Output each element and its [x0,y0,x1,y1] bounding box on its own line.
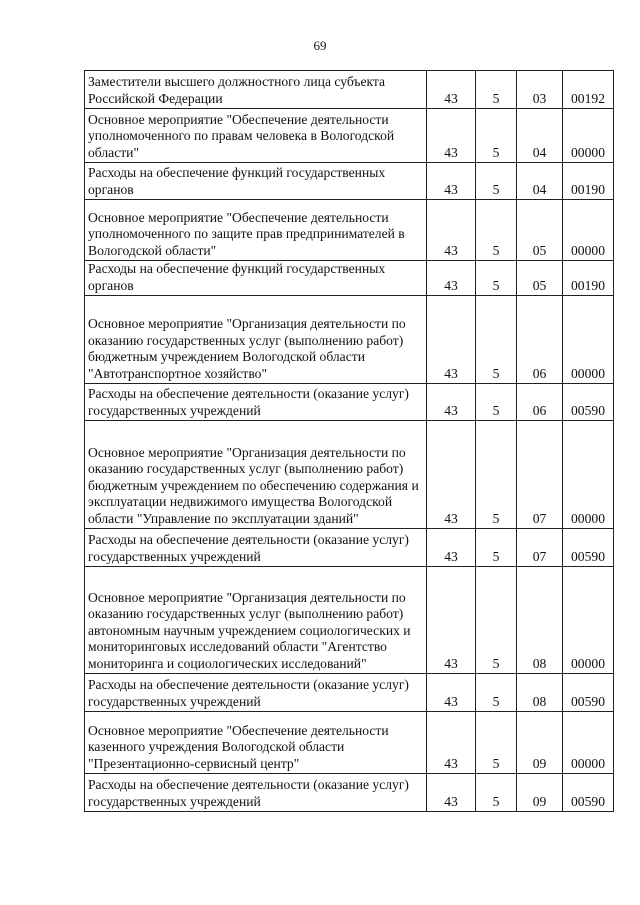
code-c-cell: 05 [517,200,563,261]
table-row [85,296,614,384]
table-row [85,712,614,774]
page-number: 69 [313,38,327,53]
expense-name-cell: Расходы на обеспечение деятельности (оказание услуг) государственных учреждений [85,529,427,567]
table-row [85,529,614,567]
code-d-cell: 00190 [563,163,614,200]
table-row [85,421,614,529]
code-d-cell: 00590 [563,529,614,567]
code-d-cell: 00590 [563,774,614,812]
code-d-cell: 00000 [563,421,614,529]
code-a-cell: 43 [427,712,476,774]
expense-name-cell: Основное мероприятие "Обеспечение деятельности уполномоченного по защите прав предпринимателей в Вологодской области" [85,200,427,261]
code-b-cell: 5 [476,296,517,384]
expense-name-cell: Основное мероприятие "Обеспечение деятельности уполномоченного по правам человека в Вологодской области" [85,109,427,163]
code-d-cell: 00190 [563,261,614,296]
code-d-cell: 00590 [563,384,614,421]
expense-name-cell: Основное мероприятие "Обеспечение деятельности казенного учреждения Вологодской области "Презентационно-сервисный центр" [85,712,427,774]
code-b-cell: 5 [476,109,517,163]
expense-name-cell: Расходы на обеспечение деятельности (оказание услуг) государственных учреждений [85,384,427,421]
code-a-cell: 43 [427,261,476,296]
code-d-cell: 00000 [563,109,614,163]
table-row [85,567,614,674]
code-c-cell: 09 [517,774,563,812]
code-c-cell: 09 [517,712,563,774]
code-b-cell: 5 [476,567,517,674]
code-b-cell: 5 [476,200,517,261]
budget-table [84,70,614,812]
code-c-cell: 07 [517,529,563,567]
code-a-cell: 43 [427,529,476,567]
code-a-cell: 43 [427,109,476,163]
code-b-cell: 5 [476,261,517,296]
code-b-cell: 5 [476,774,517,812]
table-row [85,774,614,812]
code-a-cell: 43 [427,71,476,109]
code-b-cell: 5 [476,163,517,200]
table-row [85,71,614,109]
code-a-cell: 43 [427,163,476,200]
expense-name-cell: Основное мероприятие "Организация деятельности по оказанию государственных услуг (выполнению работ) бюджетным учреждением по обеспечению содержания и эксплуатации недвижимого имущества Вологодской области "Управление по эксплуатации зданий" [85,421,427,529]
expense-name-cell: Расходы на обеспечение деятельности (оказание услуг) государственных учреждений [85,674,427,712]
code-d-cell: 00000 [563,567,614,674]
code-b-cell: 5 [476,421,517,529]
budget-table-body [85,71,614,812]
table-row [85,109,614,163]
code-c-cell: 04 [517,163,563,200]
code-b-cell: 5 [476,529,517,567]
expense-name-cell: Расходы на обеспечение функций государственных органов [85,261,427,296]
code-c-cell: 06 [517,296,563,384]
table-row [85,674,614,712]
code-c-cell: 06 [517,384,563,421]
code-c-cell: 05 [517,261,563,296]
code-c-cell: 04 [517,109,563,163]
table-row [85,261,614,296]
table-row [85,200,614,261]
table-row [85,163,614,200]
code-b-cell: 5 [476,674,517,712]
code-a-cell: 43 [427,774,476,812]
code-a-cell: 43 [427,674,476,712]
code-b-cell: 5 [476,71,517,109]
code-c-cell: 08 [517,567,563,674]
code-c-cell: 08 [517,674,563,712]
code-a-cell: 43 [427,296,476,384]
code-a-cell: 43 [427,421,476,529]
code-a-cell: 43 [427,567,476,674]
code-b-cell: 5 [476,384,517,421]
table-row [85,384,614,421]
expense-name-cell: Расходы на обеспечение функций государственных органов [85,163,427,200]
code-d-cell: 00192 [563,71,614,109]
expense-name-cell: Основное мероприятие "Организация деятельности по оказанию государственных услуг (выполнению работ) автономным научным учреждением социологических и мониторинговых исследований области "Агентство мониторинга и социологических исследований" [85,567,427,674]
code-a-cell: 43 [427,200,476,261]
code-d-cell: 00000 [563,200,614,261]
code-b-cell: 5 [476,712,517,774]
code-d-cell: 00590 [563,674,614,712]
code-c-cell: 07 [517,421,563,529]
code-c-cell: 03 [517,71,563,109]
expense-name-cell: Расходы на обеспечение деятельности (оказание услуг) государственных учреждений [85,774,427,812]
code-d-cell: 00000 [563,296,614,384]
expense-name-cell: Заместители высшего должностного лица субъекта Российской Федерации [85,71,427,109]
expense-name-cell: Основное мероприятие "Организация деятельности по оказанию государственных услуг (выполнению работ) бюджетным учреждением Вологодской области "Автотранспортное хозяйство" [85,296,427,384]
code-d-cell: 00000 [563,712,614,774]
code-a-cell: 43 [427,384,476,421]
